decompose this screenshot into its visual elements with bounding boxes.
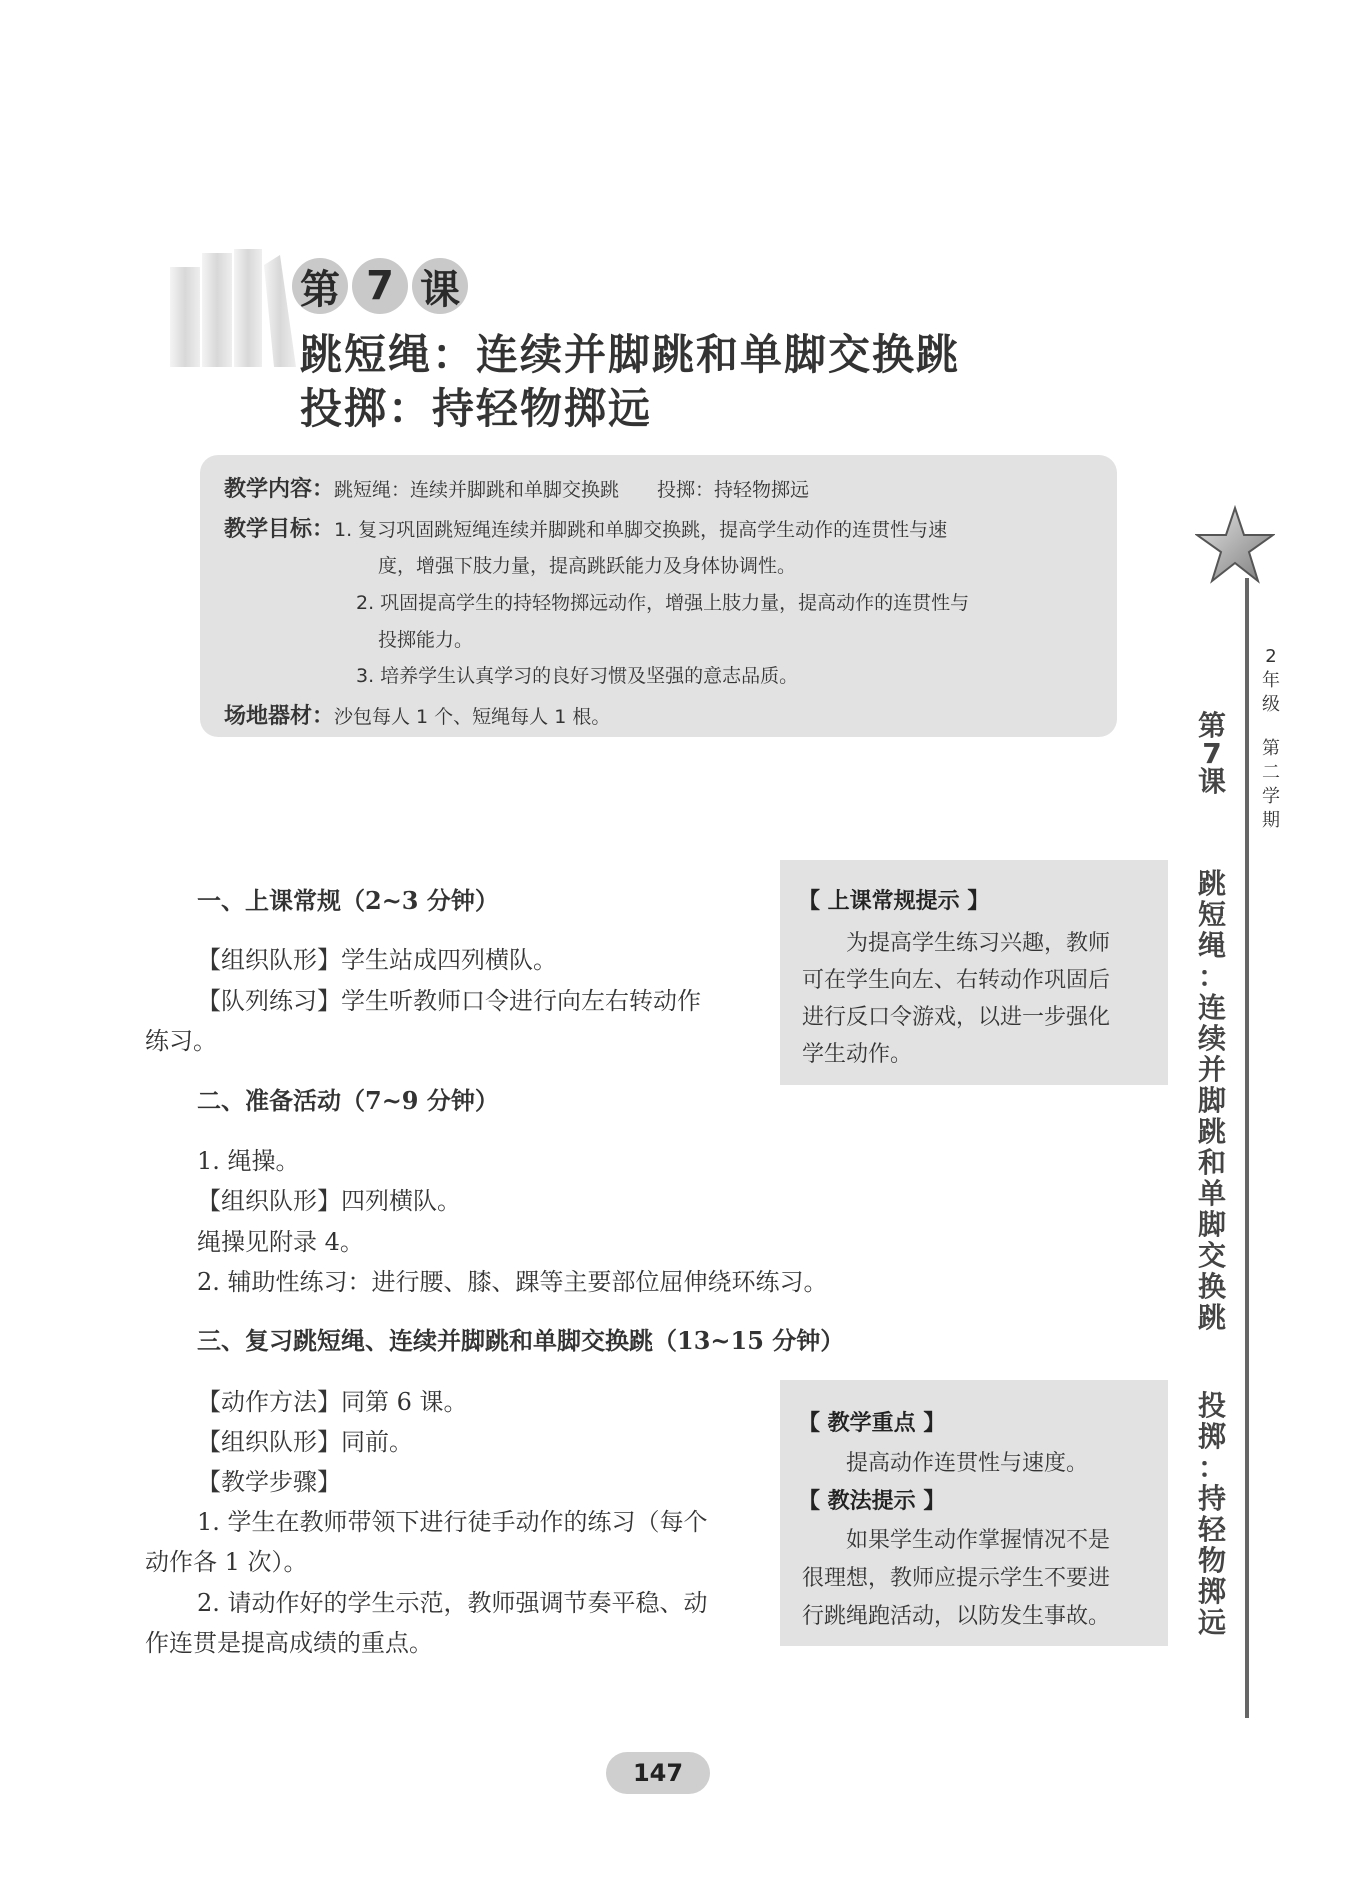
section1-line3: 练习。 [145,1027,217,1055]
section3-line7: 作连贯是提高成绩的重点。 [145,1629,433,1657]
goal2-line1: 2. 巩固提高学生的持轻物掷远动作，增强上肢力量，提高动作的连贯性与 [356,592,970,614]
tip-routine-line4: 学生动作。 [802,1042,913,1067]
sidebar-grade: 2 年 级 [1262,646,1280,715]
lesson-number-value: 7 [352,258,408,314]
teaching-goals-label: 教学目标： [224,517,335,542]
tip-routine-line2: 可在学生向左、右转动作巩固后 [802,968,1111,993]
lesson-prefix: 第 [292,258,348,314]
tip-focus-box [780,1380,1168,1646]
goal1-line2: 度，增强下肢力量，提高跳跃能力及身体协调性。 [378,555,797,577]
lesson-info-box [200,455,1117,737]
section3-line5: 动作各 1 次）。 [145,1548,308,1576]
sidebar-term: 第 二 学 期 [1262,738,1280,831]
tip-focus-title: 【 教学重点 】 [798,1411,946,1436]
tip-routine-line1: 为提高学生练习兴趣，教师 [846,931,1111,956]
tip-focus-text: 提高动作连贯性与速度。 [846,1451,1089,1476]
section1-line2: 【队列练习】学生听教师口令进行向左右转动作 [197,987,701,1015]
section2-line1: 1. 绳操。 [197,1147,300,1175]
section2-line4: 2. 辅助性练习：进行腰、膝、踝等主要部位屈伸绕环练习。 [197,1268,828,1296]
goal2-line2: 投掷能力。 [378,629,474,651]
sidebar-rule [1245,578,1249,1718]
section3-line3: 【教学步骤】 [197,1468,341,1496]
star-icon [1195,505,1275,585]
teaching-content-label: 教学内容： [224,477,335,502]
lesson-number [292,258,468,314]
teaching-content-text: 跳短绳：连续并脚跳和单脚交换跳 投掷：持轻物掷远 [334,479,810,501]
sidebar-lesson: 第 7 课 [1198,709,1227,798]
goal3: 3. 培养学生认真学习的良好习惯及坚强的意志品质。 [356,665,799,687]
tip-method-line2: 很理想，教师应提示学生不要进 [802,1566,1111,1591]
equipment [224,699,610,730]
sidebar-topic2: 投 掷 ： 持 轻 物 掷 远 [1198,1389,1227,1639]
tip-method-line3: 行跳绳跑活动，以防发生事故。 [802,1604,1111,1629]
tip-routine-line3: 进行反口令游戏，以进一步强化 [802,1005,1111,1030]
books-illustration [162,245,297,370]
section3-heading: 三、复习跳短绳、连续并脚跳和单脚交换跳（13~15 分钟） [197,1326,845,1355]
section3-line2: 【组织队形】同前。 [197,1428,413,1456]
sidebar-topic: 跳 短 绳 ： 连 续 并 脚 跳 和 单 脚 交 换 跳 [1198,867,1227,1334]
equipment-text: 沙包每人 1 个、短绳每人 1 根。 [334,706,611,728]
section2-line3: 绳操见附录 4。 [197,1228,364,1256]
section1-line1: 【组织队形】学生站成四列横队。 [197,946,557,974]
tip-routine-title: 【 上课常规提示 】 [798,889,990,914]
lesson-title-line2: 投掷：持轻物掷远 [300,384,653,433]
section1-heading: 一、上课常规（2~3 分钟） [197,886,499,915]
teaching-goals [224,512,947,543]
tip-method-title: 【 教法提示 】 [798,1489,946,1514]
goal1-line1: 1. 复习巩固跳短绳连续并脚跳和单脚交换跳，提高学生动作的连贯性与速 [334,519,948,541]
section3-line4: 1. 学生在教师带领下进行徒手动作的练习（每个 [197,1508,708,1536]
lesson-suffix: 课 [412,258,468,314]
teaching-content [224,472,809,503]
section2-heading: 二、准备活动（7~9 分钟） [197,1086,499,1115]
section3-line6: 2. 请动作好的学生示范，教师强调节奏平稳、动 [197,1589,708,1617]
page-number: 147 [606,1752,710,1794]
tip-routine-box [780,860,1168,1085]
section3-line1: 【动作方法】同第 6 课。 [197,1388,468,1416]
lesson-title-line1: 跳短绳：连续并脚跳和单脚交换跳 [300,330,961,379]
equipment-label: 场地器材： [224,704,335,729]
tip-method-line1: 如果学生动作掌握情况不是 [846,1528,1111,1553]
section2-line2: 【组织队形】四列横队。 [197,1187,461,1215]
